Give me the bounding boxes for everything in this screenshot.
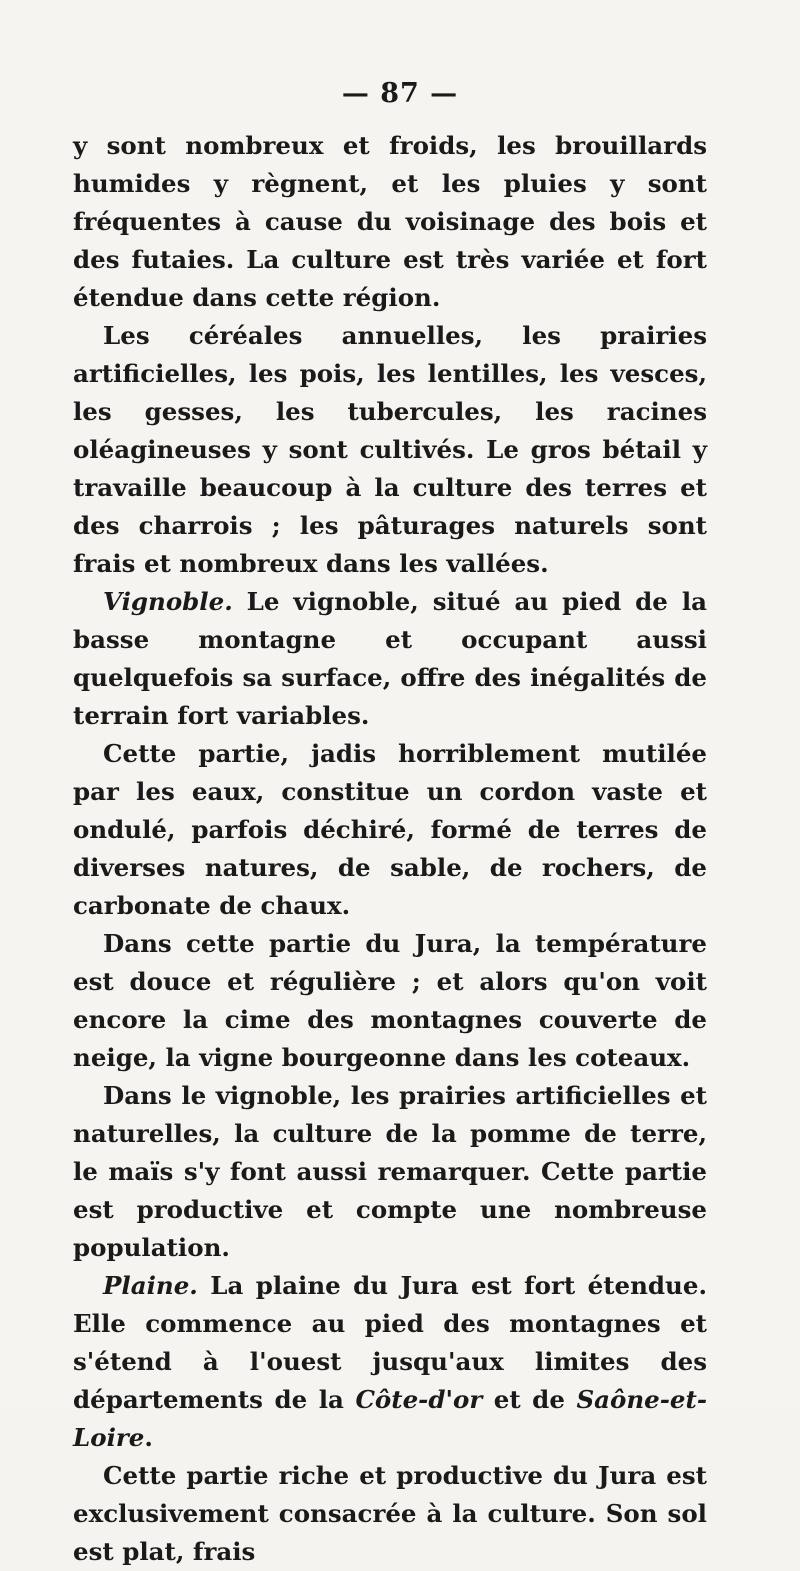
paragraph-text: La plaine du Jura est fort étendue. Elle commence au pied des montagnes et s'étend à l'ouest jusqu'aux limites des départements de la (73, 1271, 707, 1414)
paragraph: y sont nombreux et froids, les brouillards humides y règnent, et les pluies y sont fréquentes à cause du voisinage des bois et des futaies. La culture est très variée et fort étendue dans cette région. (73, 131, 707, 312)
paragraph: Cette partie riche et productive du Jura est exclusivement consacrée à la culture. Son sol est plat, frais (73, 1461, 707, 1566)
paragraph (73, 1267, 707, 1457)
body-text (73, 127, 707, 1571)
paragraph-text: . (144, 1423, 153, 1452)
paragraph-text: et de (482, 1385, 577, 1414)
page-number: — 87 — (341, 78, 459, 109)
paragraph: Les céréales annuelles, les prairies artificielles, les pois, les lentilles, les vesces, les gesses, les tubercules, les racines oléagineuses y sont cultivés. Le gros bétail y travaille beaucoup à la culture des terres et des charrois ; les pâturages naturels sont frais et nombreux dans les vallées. (73, 321, 707, 578)
paragraph: Dans cette partie du Jura, la température est douce et régulière ; et alors qu'on voit encore la cime des montagnes couverte de neige, la vigne bourgeonne dans les coteaux. (73, 929, 707, 1072)
section-heading-vignoble: Vignoble. (103, 587, 233, 616)
paragraph: Cette partie, jadis horriblement mutilée par les eaux, constitue un cordon vaste et ondulé, parfois déchiré, formé de terres de diverses natures, de sable, de rochers, de carbonate de chaux. (73, 739, 707, 920)
place-name: Côte-d'or (355, 1385, 483, 1414)
paragraph (73, 583, 707, 735)
paragraph: Dans le vignoble, les prairies artificielles et naturelles, la culture de la pomme de terre, le maïs s'y font aussi remarquer. Cette partie est productive et compte une nombreuse population. (73, 1081, 707, 1262)
section-heading-plaine: Plaine. (103, 1271, 198, 1300)
place-name: Saône-et-Loire (73, 1385, 707, 1452)
paragraph-text: Le vignoble, situé au pied de la basse montagne et occupant aussi quelquefois sa surface, offre des inégalités de terrain fort variables. (73, 587, 707, 730)
